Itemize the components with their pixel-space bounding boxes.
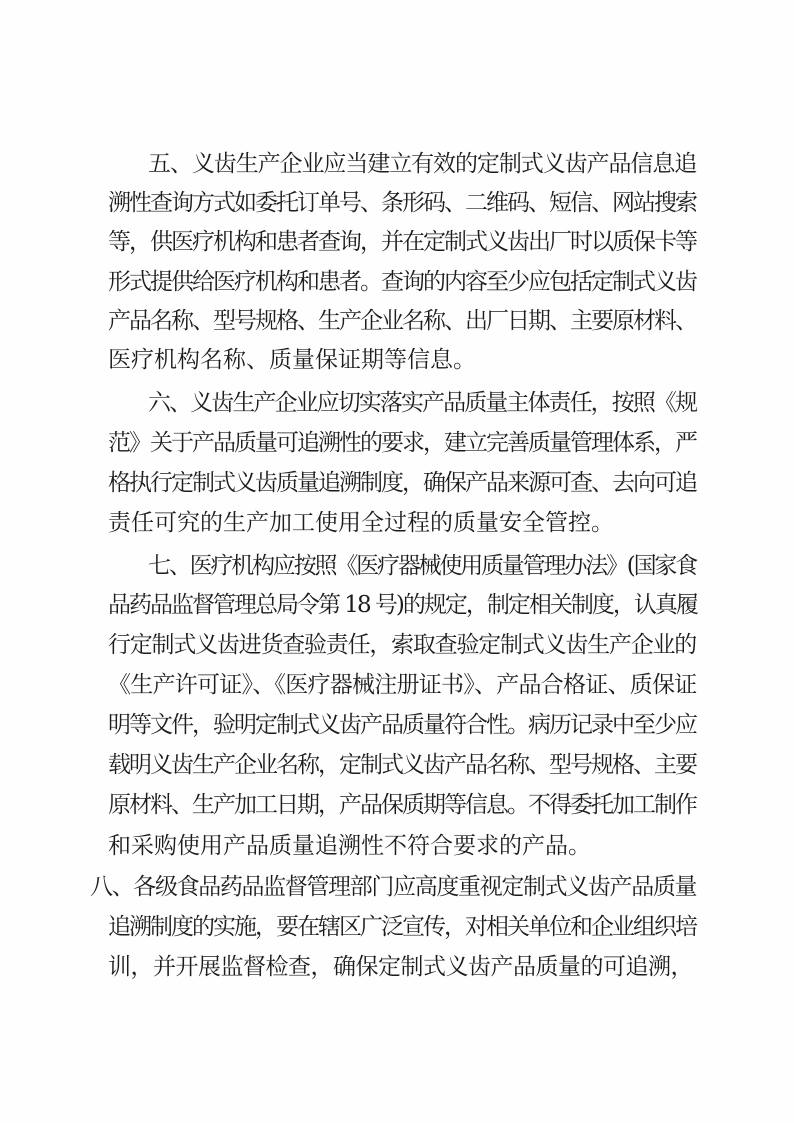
paragraph-8-line-2: 追溯制度的实施，要在辖区广泛宣传，对相关单位和企业组织培	[108, 914, 696, 940]
paragraph-5-line-6: 医疗机构名称、质量保证期等信息。	[108, 347, 476, 373]
paragraph-7-line-8: 和采购使用产品质量追溯性不符合要求的产品。	[108, 833, 591, 859]
paragraph-7-line-2: 品药品监督管理总局令第 18 号)的规定，制定相关制度，认真履	[108, 592, 697, 618]
paragraph-7-line-1: 七、医疗机构应按照《医疗器械使用质量管理办法》(国家食	[148, 553, 696, 579]
paragraph-6-line-2: 范》关于产品质量可追溯性的要求，建立完善质量管理体系，严	[108, 430, 696, 456]
paragraph-7-line-7: 原材料、生产加工日期，产品保质期等信息。不得委托加工制作	[108, 792, 696, 818]
paragraph-5-line-3: 等，供医疗机构和患者查询，并在定制式义齿出厂时以质保卡等	[108, 229, 696, 255]
paragraph-7-line-5: 明等文件，验明定制式义齿产品质量符合性。病历记录中至少应	[108, 712, 696, 738]
paragraph-8-line-1: 八、各级食品药品监督管理部门应高度重视定制式义齿产品质量	[90, 874, 696, 900]
paragraph-5-line-1: 五、义齿生产企业应当建立有效的定制式义齿产品信息追	[148, 151, 696, 177]
paragraph-6-line-1: 六、义齿生产企业应切实落实产品质量主体责任，按照《规	[148, 390, 696, 416]
paragraph-6-line-4: 责任可究的生产加工使用全过程的质量安全管控。	[108, 510, 614, 536]
paragraph-7-line-3: 行定制式义齿进货查验责任，索取查验定制式义齿生产企业的	[108, 632, 696, 658]
paragraph-6-line-3: 格执行定制式义齿质量追溯制度，确保产品来源可查、去向可追	[108, 470, 696, 496]
paragraph-8-line-3: 训，并开展监督检查，确保定制式义齿产品质量的可追溯，	[108, 954, 693, 980]
paragraph-7-line-4: 《生产许可证》、《医疗器械注册证书》、产品合格证、质保证	[108, 672, 697, 698]
paragraph-5-line-4: 形式提供给医疗机构和患者。查询的内容至少应包括定制式义齿	[108, 269, 696, 295]
paragraph-5-line-2: 溯性查询方式如委托订单号、条形码、二维码、短信、网站搜索	[108, 190, 696, 216]
paragraph-5-line-5: 产品名称、型号规格、生产企业名称、出厂日期、主要原材料、	[108, 308, 696, 334]
paragraph-7-line-6: 载明义齿生产企业名称，定制式义齿产品名称、型号规格、主要	[108, 752, 696, 778]
